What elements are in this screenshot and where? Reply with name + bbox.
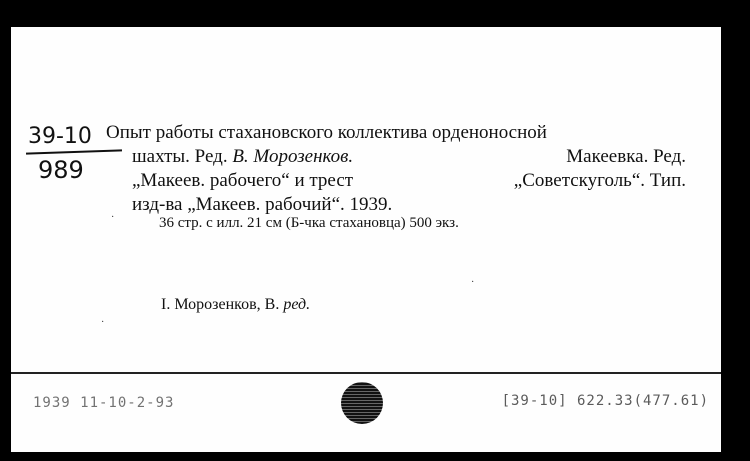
punch-hole [341,382,383,424]
entry-line-3 [106,169,686,193]
handwritten-accession-number: 989 [38,156,84,184]
handwritten-call-number: 39-10 [28,124,92,149]
physical-description: 36 стр. с илл. 21 см (Б-чка стахановца) 500 экз. [159,215,459,231]
footer-print-code: 1939 11-10-2-93 [33,395,175,411]
card-divider-line [11,372,721,374]
scan-border-left [0,0,11,461]
scan-speck: · [101,317,105,328]
editor-name: В. Морозенков. [232,146,354,167]
entry-line-4: изд-ва „Макеев. рабочий“. 1939. [132,194,393,215]
bibliographic-entry [106,121,686,217]
entry-line-2-left: шахты. Ред. [132,146,233,167]
scan-speck: · [471,277,475,288]
scan-border-top [0,0,750,27]
entry-line-2-text [132,145,353,169]
entry-line-2 [106,145,686,169]
tracing-name: I. Морозенков, В. [161,296,284,313]
added-entry-tracing [161,296,310,314]
scan-border-bottom [0,452,750,461]
entry-title-line: Опыт работы стахановского коллектива орденоносной [106,122,547,143]
scan-border-right [721,0,750,461]
catalog-card [11,27,721,452]
scan-speck: · [111,212,115,223]
entry-line-3-right: „Советскуголь“. Тип. [513,170,686,191]
entry-line-2-right: Макеевка. Ред. [566,146,686,167]
tracing-role: ред. [283,296,311,313]
footer-classification: [39-10] 622.33(477.61) [501,393,709,409]
entry-line-3-left: „Макеев. рабочего“ и трест [132,170,354,191]
